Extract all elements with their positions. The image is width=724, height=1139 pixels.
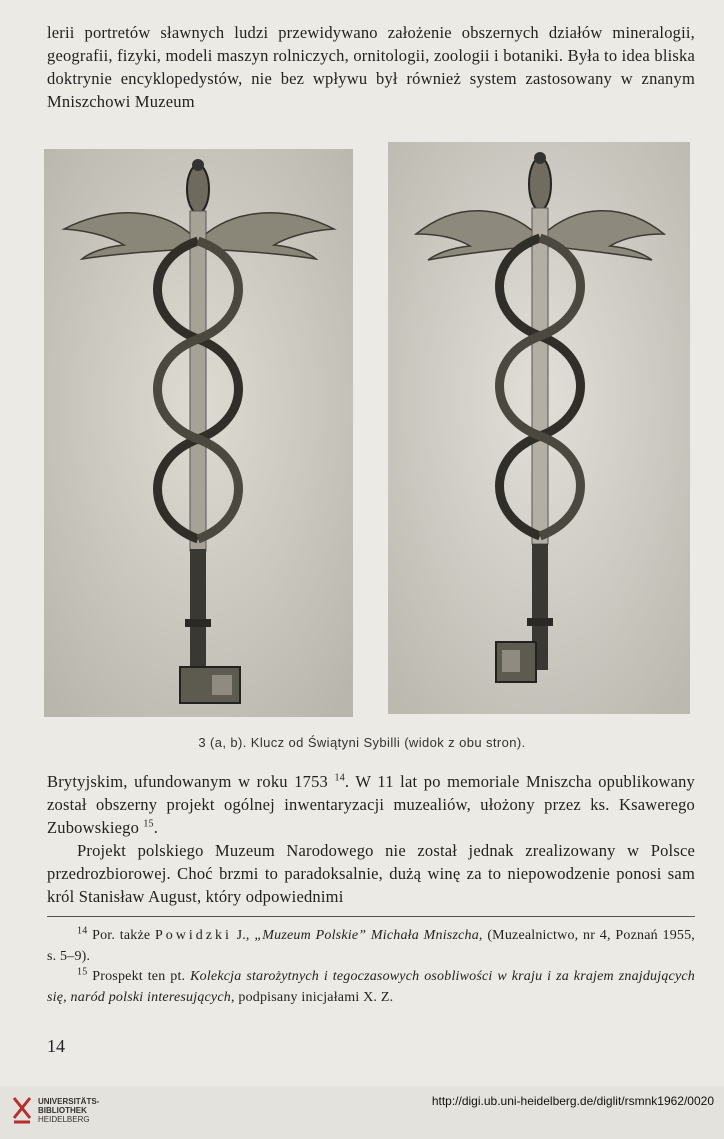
- key-illustration-b: [388, 142, 690, 714]
- footnote-15-pre: Prospekt ten pt.: [87, 969, 191, 984]
- footnote-ref-14: 14: [334, 772, 345, 784]
- digitization-footer: [0, 1086, 724, 1139]
- photo-key-side-a: [44, 149, 353, 717]
- paragraph-2-text-c: .: [153, 818, 159, 837]
- paragraph-3: Projekt polskiego Muzeum Narodowego nie został jednak zrealizowany w Polsce przedrozbiorowej. Choć brzmi to paradoksalnie, dużą winę za to niepowodzenie ponosi sam król Stanisław August, który odpowiednimi: [47, 841, 695, 906]
- paragraph-top: lerii portretów sławnych ludzi przewidywano założenie obszernych działów mineralogii, geografii, fizyki, modeli maszyn rolniczych, ornitologii, zoologii i botaniki. Była to idea bliska doktrynie encyklopedystów, nie bez wpływu był również system zastosowany w znanym Mniszchowi Muzeum: [47, 23, 695, 111]
- footnote-15-title: Kolekcja starożytnych i tegoczasowych osobliwości w kraju i za krajem znajdujących się, naród polski interesujących,: [47, 969, 695, 1005]
- photo-key-side-b: [388, 142, 690, 714]
- library-name: [38, 1097, 99, 1124]
- library-logo-icon: [10, 1094, 34, 1133]
- paragraph-2-text-b: . W 11 lat po memoriale Mniszcha opublikowany został obszerny projekt ogólnej inwentaryzacji muzealiów, ułożony przez ks. Ksawerego Zubowskiego: [47, 772, 696, 837]
- footnote-14-author: Powidzki: [154, 928, 232, 943]
- source-url-link[interactable]: http://digi.ub.uni-heidelberg.de/diglit/rsmnk1962/0020: [431, 1094, 714, 1108]
- footnote-14-rest: (Muzealnictwo, nr 4, Poznań 1955, s. 5–9).: [47, 928, 695, 964]
- footnote-14: [47, 926, 695, 967]
- paragraph-2: [47, 770, 695, 839]
- footnote-15-rest: podpisany inicjałami X. Z.: [234, 989, 394, 1005]
- library-name-line-3: HEIDELBERG: [38, 1115, 90, 1124]
- footnote-divider: [47, 916, 695, 917]
- footnote-14-number: 14: [77, 925, 88, 937]
- library-name-line-2: BIBLIOTHEK: [38, 1106, 87, 1115]
- footnote-ref-15: 15: [143, 818, 154, 830]
- footnote-15-number: 15: [77, 966, 88, 978]
- footnote-14-title: „Muzeum Polskie” Michała Mniszcha,: [254, 928, 483, 943]
- page-number: 14: [47, 1036, 65, 1056]
- key-illustration-a: [44, 149, 353, 717]
- paragraph-2-text-a: Brytyjskim, ufundowanym w roku 1753: [47, 772, 329, 791]
- library-name-line-1: UNIVERSITÄTS-: [38, 1097, 100, 1106]
- footnote-14-pre: Por. także: [87, 928, 155, 943]
- footnote-14-post-author: J.,: [231, 928, 255, 943]
- footnote-15: [47, 967, 695, 1008]
- figure-caption: 3 (a, b). Klucz od Świątyni Sybilli (widok z obu stron).: [198, 735, 526, 750]
